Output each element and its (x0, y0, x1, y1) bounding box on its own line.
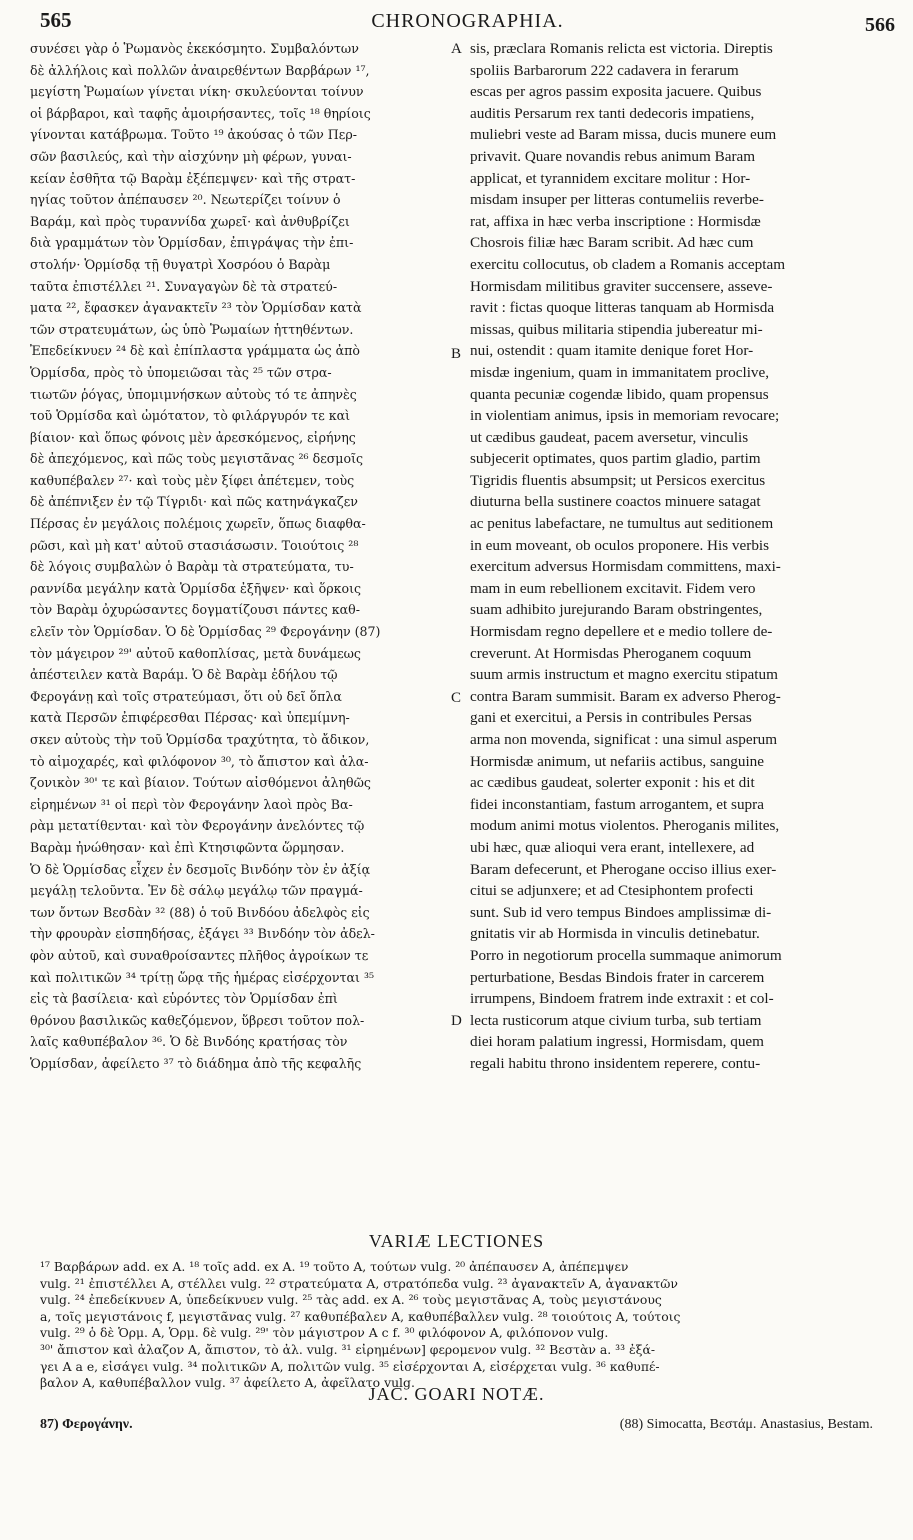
greek-line: ἀπέστειλεν κατὰ Βαράμ. Ὁ δὲ Βαρὰμ ἐδήλου τῷ (30, 667, 338, 683)
goar-notes-title: JAC. GOARI NOTÆ. (368, 1384, 545, 1404)
latin-line: ac cædibus gaudeat, solerter exponit : his et dit (470, 774, 755, 792)
latin-line: diei horam palatium ingressi, Hormisdam, quem (470, 1033, 764, 1051)
running-title: CHRONOGRAPHIA. (371, 10, 564, 32)
greek-line: Βαρὰμ ἠνώθησαν· καὶ ἐπὶ Κτησιφῶντα ὥρμησαν. (30, 839, 345, 855)
greek-text-column (30, 38, 462, 1075)
latin-line: irrumpens, Bindoem fratrem inde extraxit : et col- (470, 990, 774, 1008)
latin-line: contra Baram summisit. Baram ex adverso Pherog- (470, 687, 781, 705)
latin-line: subjecerit optimates, quos partim gladio, partim (470, 450, 761, 468)
greek-line: ταῦτα ἐπιστέλλει ²¹. Συναγαγὼν δὲ τὰ στρατεύ- (30, 278, 338, 294)
latin-line: applicat, et tyrannidem excitare molitur : Hor- (470, 169, 751, 187)
greek-line: θρόνου βασιλικῶς καθεζόμενον, ὕβρεσι τοῦτον πολ- (30, 1012, 365, 1028)
latin-line: Hormisdam regno depellere et e medio tollere de- (470, 623, 773, 641)
latin-line: perturbatione, Besdas Bindois frater in carcerem (470, 968, 765, 986)
latin-line: auditis Persarum rex tanti dedecoris impatiens, (470, 104, 755, 122)
greek-line: τὸν μάγειρον ²⁹' αὐτοῦ καθοπλίσας, μετὰ δυνάμεως (30, 645, 361, 661)
greek-line: Ἐπεδείκνυεν ²⁴ δὲ καὶ ἐπίπλαστα γράμματα ὡς ἀπὸ (30, 343, 360, 359)
latin-line: gani et exercitui, a Persis in contribules Persas (470, 709, 752, 727)
greek-line: Ὁρμίσδαν, ἀφείλετο ³⁷ τὸ διάδημα ἀπὸ τῆς κεφαλῆς (30, 1055, 362, 1071)
greek-line: τῶν στρατευμάτων, ὡς ὑπὸ Ῥωμαίων ἡττηθέντων. (30, 321, 354, 337)
section-marker-a: A (451, 41, 462, 57)
latin-line: rat, affixa in hæc verba inscriptione : Hormisdæ (470, 212, 761, 230)
left-page-number: 565 (40, 8, 72, 32)
latin-line: ac penitus labefactare, ne tumultus aut seditionem (470, 515, 774, 533)
right-page-number: 566 (865, 14, 895, 36)
greek-line: ρὰμ μετατίθενται· καὶ τὸν Φερογάνην ἀνελόντες τῷ (30, 818, 365, 834)
goar-notes (40, 1417, 873, 1439)
greek-line: δὲ ἀπεχόμενος, καὶ πῶς τοὺς μεγιστᾶνας ²⁶ δεσμοῖς (30, 451, 364, 467)
greek-line: σῶν βασιλεύς, καὶ τὴν αἰσχύνην μὴ φέρων, γυναι- (30, 148, 352, 164)
variant-reading-line: a, τοῖς μεγιστάνοις f, μεγιστᾶνας vulg. ²⁷ καθυπέβαλεν A, καθυπέβαλλεν vulg. ²⁸ τοιούτοις A, τούτοις (40, 1308, 681, 1324)
variant-reading-line: vulg. ²⁹ ὁ δὲ Ὁρμ. A, Ὁρμ. δὲ vulg. ²⁹' τὸν μάγιστρον A c f. ³⁰ φιλόφονον A, φιλόπονον vulg. (40, 1325, 609, 1341)
greek-line: ηγίας τοῦτον ἀπέπαυσεν ²⁰. Νεωτερίζει τοίνυν ὁ (30, 192, 341, 208)
note-88: (88) Simocatta, Βεστάμ. Anastasius, Bestam. (619, 1417, 873, 1432)
variant-reading-line: γει A a e, εἰσάγει vulg. ³⁴ πολιτικῶν A, πολιτῶν vulg. ³⁵ εἰσέρχονται A, εἰσέρχεται vulg. ³⁶ καθυπέ- (40, 1358, 660, 1374)
greek-line: κατὰ Περσῶν ἐπιφέρεσθαι Πέρσας· καὶ ὑπεμίμνη- (30, 710, 350, 726)
greek-line: μεγίστη Ῥωμαίων γίνεται νίκη· σκυλεύονται τοίνυν (30, 84, 364, 100)
greek-line: ελεῖν τὸν Ὁρμίσδαν. Ὁ δὲ Ὁρμίσδας ²⁹ Φερογάνην (87) (30, 624, 381, 640)
latin-line: citui se adjunxere; et ad Ctesiphontem profecti (470, 882, 754, 900)
latin-line: Baram defecerunt, et Pherogane occiso illius exer- (470, 860, 777, 878)
latin-line: suum armis instructum et magno exercitu stipatum (470, 666, 778, 684)
latin-line: Hormisdam militibus graviter succensere, asseve- (470, 277, 773, 295)
greek-line: Φερογάνῃ καὶ τοῖς στρατεύμασι, ὅτι οὐ δεῖ ὅπλα (30, 688, 342, 704)
greek-line: κείαν ἐσθῆτα τῷ Βαρὰμ ἐξέπεμψεν· καὶ τῆς στρατ- (30, 170, 356, 186)
greek-line: μεγάλῃ τελοῦντα. Ἐν δὲ σάλῳ μεγάλῳ τῶν πραγμά- (30, 883, 363, 899)
latin-line: exercitum adversus Hormisdam committens, maxi- (470, 558, 781, 576)
latin-line: lecta rusticorum atque civium turba, sub tertiam (470, 1011, 762, 1029)
latin-line: fidei inconstantiam, fastum arrogantem, et supra (470, 795, 764, 813)
greek-line: ρῶσι, καὶ μὴ κατ' αὐτοῦ στασιάσωσιν. Τοιούτοις ²⁸ (30, 537, 359, 553)
latin-line: Hormisdæ animum, ut nefariis actibus, sanguine (470, 752, 764, 770)
greek-line: ραννίδα μεγάλην κατὰ Ὁρμίσδα ἐξῆψεν· καὶ ὅρκοις (30, 580, 362, 596)
greek-line: οἱ βάρβαροι, καὶ ταφῆς ἀμοιρήσαντες, τοῖς ¹⁸ θηρίοις (30, 105, 371, 121)
latin-line: sunt. Sub id vero tempus Bindoes amplissimæ di- (470, 903, 772, 921)
greek-line: τὸν Βαρὰμ ὀχυρώσαντες δογματίζουσι πάντες καθ- (30, 602, 360, 618)
latin-line: gnitatis vir ab Hormisda in vinculis detinebatur. (470, 925, 760, 943)
latin-line: ravit : fictas quoque litteras tanquam ab Hormisda (470, 299, 775, 317)
latin-line: misdam insuper per litteras contumeliis reverbe- (470, 191, 764, 209)
greek-line: Ὁρμίσδα, πρὸς τὸ ὑπομειῶσαι τὰς ²⁵ τῶν στρα- (30, 364, 332, 380)
greek-line: τοῦ Ὁρμίσδα καὶ ὠμότατον, τὸ φιλάργυρόν τε καὶ (30, 408, 351, 424)
greek-line: ζονικὸν ³⁰' τε καὶ βίαιον. Τούτων αἰσθόμενοι ἀληθῶς (30, 775, 371, 791)
greek-line: ματα ²², ἔφασκεν ἀγανακτεῖν ²³ τὸν Ὁρμίσδαν κατὰ (30, 300, 362, 316)
latin-line: misdæ ingenium, quam in immanitatem proclive, (470, 363, 770, 381)
latin-line: in eum moveant, ob oculos proponere. His verbis (470, 536, 770, 554)
greek-line: Βαράμ, καὶ πρὸς τυραννίδα χωρεῖ· καὶ ἀνθυβρίζει (30, 213, 350, 229)
variant-reading-line: βαλον A, καθυπέβαλλον vulg. ³⁷ ἀφείλετο A, ἀφεῖλατο vulg. (40, 1375, 415, 1391)
latin-line: Tigridis fluentis absumpsit; ut Persicos exercitus (470, 471, 766, 489)
greek-line: τιωτῶν ῥόγας, ὑπομιμνήσκων αὐτοὺς τό τε ἀπηνὲς (30, 386, 357, 402)
greek-line: γίνονται κατάβρωμα. Τοῦτο ¹⁹ ἀκούσας ὁ τῶν Περ- (30, 127, 357, 143)
latin-line: ubi hæc, quæ alioqui vera erant, intellexere, ad (470, 838, 755, 856)
latin-line: quanta pecuniæ cogendæ libido, quam propensus (470, 385, 769, 403)
greek-line: φὸν αὐτοῦ, καὶ συναθροίσαντες πλῆθος ἀγροίκων τε (30, 947, 369, 963)
greek-line: τὴν φρουρὰν εἰσπηδήσας, ἐξάγει ³³ Βινδόην τὸν ἀδελ- (30, 926, 375, 942)
variant-reading-line: vulg. ²⁴ ἐπεδείκνυεν A, ὑπεδείκνυεν vulg. ²⁵ τὰς add. ex A. ²⁶ τοὺς μεγιστᾶνας A, τοὺς μεγιστάνους (40, 1292, 662, 1308)
latin-line: Porro in negotiorum procella summaque animorum (470, 946, 782, 964)
latin-line: sis, præclara Romanis relicta est victoria. Direptis (470, 40, 773, 57)
latin-line: nui, ostendit : quam itamite denique foret Hor- (470, 342, 754, 360)
latin-text-column (470, 38, 894, 1075)
latin-line: mam in eum rebellionem excitavit. Fidem vero (470, 579, 756, 597)
greek-line: τὸ αἱμοχαρές, καὶ φιλόφονον ³⁰, τὸ ἄπιστον καὶ ἀλα- (30, 753, 369, 769)
greek-line: σκεν αὐτοὺς τὴν τοῦ Ὁρμίσδα τραχύτητα, τὸ ἄδικον, (30, 732, 370, 747)
greek-line: συνέσει γὰρ ὁ Ῥωμανὸς ἐκεκόσμητο. Συμβαλόντων (30, 41, 359, 56)
greek-line: εἰς τὰ βασίλεια· καὶ εὑρόντες τὸν Ὁρμίσδαν ἐπὶ (30, 991, 338, 1007)
section-marker-c: C (451, 690, 462, 706)
latin-line: creverunt. At Hormisdas Pheroganem coquum (470, 644, 752, 662)
greek-line: δὲ ἀλλήλοις καὶ πολλῶν ἀναιρεθέντων Βαρβάρων ¹⁷, (30, 62, 370, 78)
variant-reading-line: vulg. ²¹ ἐπιστέλλει A, στέλλει vulg. ²² στρατεύματα A, στρατόπεδα vulg. ²³ ἀγανακτεῖν A, ἀγανακτῶν (40, 1275, 678, 1291)
latin-line: missas, quibus militaria stipendia jubereatur mi- (470, 320, 763, 338)
latin-line: exercitu collocutus, ob cladem a Romanis acceptam (470, 255, 786, 273)
greek-line: Πέρσας ἐν μεγάλοις πολέμοις χωρεῖν, ὅπως διαφθα- (30, 516, 366, 532)
greek-line: στολήν· Ὁρμίσδᾳ τῇ θυγατρὶ Χοσρόου ὁ Βαρὰμ (30, 256, 331, 272)
greek-line: δὲ λόγοις συμβαλὼν ὁ Βαρὰμ τὰ στρατεύματα, τυ- (30, 559, 354, 575)
latin-line: privavit. Quare novandis rebus animum Baram (470, 147, 756, 165)
greek-line: διὰ γραμμάτων τὸν Ὁρμίσδαν, ἐπιγράψας τὴν ἐπι- (30, 235, 354, 251)
note-87: 87) Φερογάνην. (40, 1417, 133, 1432)
latin-line: modum animi motus violentos. Pheroganis milites, (470, 817, 780, 835)
greek-line: δὲ ἀπέπνιξεν ἐν τῷ Τίγριδι· καὶ πῶς κατηνάγκαζεν (30, 494, 358, 510)
variant-reading-line: ¹⁷ Βαρβάρων add. ex A. ¹⁸ τοῖς add. ex A. ¹⁹ τοῦτο A, τούτων vulg. ²⁰ ἀπέπαυσεν A, ἀπέπεμψεν (40, 1259, 629, 1274)
greek-line: καθυπέβαλεν ²⁷· καὶ τοὺς μὲν ξίφει ἀπέτεμεν, τοὺς (30, 472, 355, 488)
section-marker-d: D (451, 1013, 462, 1029)
variae-lectiones-title: VARIÆ LECTIONES (368, 1231, 545, 1251)
latin-line: diuturna bella sustinere coactos minuere satagat (470, 493, 761, 511)
greek-line: καὶ πολιτικῶν ³⁴ τρίτῃ ὥρᾳ τῆς ἡμέρας εἰσέρχονται ³⁵ (30, 969, 375, 985)
section-marker-b: B (451, 346, 462, 362)
greek-line: των ὄντων Βεσδὰν ³² (88) ὁ τοῦ Βινδόου ἀδελφὸς εἰς (30, 904, 370, 920)
greek-line: εἰρημένων ³¹ οἱ περὶ τὸν Φερογάνην λαοὶ πρὸς Βα- (30, 796, 353, 812)
greek-line: Ὁ δὲ Ὁρμίσδας εἶχεν ἐν δεσμοῖς Βινδόην τὸν ἐν ἀξίᾳ (30, 861, 371, 877)
variae-lectiones-notes (40, 1259, 870, 1392)
latin-line: suam adhibito jurejurando Baram obstringentes, (470, 601, 763, 619)
latin-line: ut cædibus gaudeat, pacem aversetur, vinculis (470, 428, 749, 446)
greek-line: λαῖς καθυπέβαλον ³⁶. Ὁ δὲ Βινδόης κρατήσας τὸν (30, 1034, 348, 1050)
latin-line: regali habitu throno insidentem reperere, contu- (470, 1054, 761, 1072)
latin-line: in violentiam animus, ipsis in memoriam revocare; (470, 407, 780, 425)
latin-line: arma non movenda, significat : una simul asperum (470, 731, 778, 748)
latin-line: Chosrois filiæ hæc Baram scribit. Ad hæc cum (470, 234, 754, 252)
latin-line: escas per agros passim exposita jacuere. Quibus (470, 83, 762, 101)
variant-reading-line: ³⁰' ἄπιστον καὶ ἀλαζον A, ἄπιστον, τὸ ἀλ. vulg. ³¹ εἰρημένων] φερομενον vulg. ³² Βεστὰν a. ³³ ἐξά- (40, 1341, 656, 1357)
latin-line: spoliis Barbarorum 222 cadavera in ferarum (470, 61, 739, 79)
latin-line: muliebri veste ad Baram missa, ducis munere eum (470, 126, 777, 144)
greek-line: βίαιον· καὶ ὅπως φόνοις μὲν ἀρεσκόμενος, εἰρήνης (30, 429, 356, 445)
